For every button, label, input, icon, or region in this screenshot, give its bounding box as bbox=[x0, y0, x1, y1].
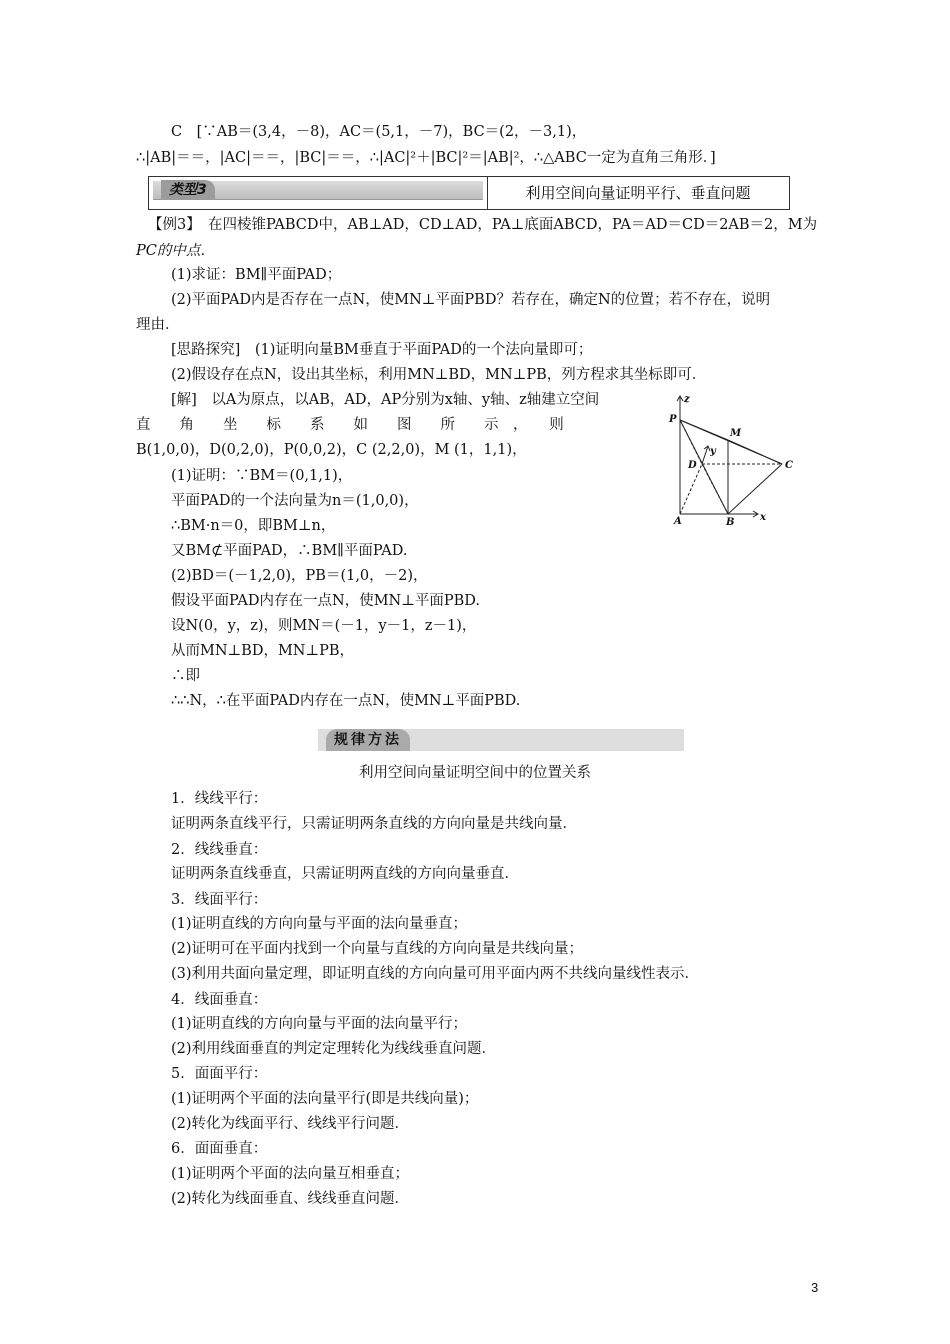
method-item: 证明两条直线垂直，只需证明两直线的方向向量垂直． bbox=[171, 866, 519, 882]
method-item: (2)转化为线面垂直、线线垂直问题． bbox=[171, 1191, 410, 1207]
method-item: 1．线线平行： bbox=[171, 791, 268, 807]
solution-line-12: ∴即 bbox=[171, 668, 200, 684]
solution-line-6: ∴BM·n＝0，即BM⊥n， bbox=[171, 518, 336, 534]
think-line-1: [思路探究] (1)证明向量BM垂直于平面PAD的一个法向量即可； bbox=[171, 342, 593, 358]
method-item: 2．线线垂直： bbox=[171, 842, 268, 858]
method-banner bbox=[318, 729, 684, 751]
question-2b: 理由． bbox=[136, 317, 180, 333]
type-tag-bar bbox=[153, 181, 483, 200]
solution-line-1: [解] 以A为原点，以AB，AD，AP分别为x轴、y轴、z轴建立空间 bbox=[171, 392, 600, 408]
method-item: 证明两条直线平行，只需证明两条直线的方向向量是共线向量． bbox=[171, 816, 577, 832]
answer-line-1: C [∵AB＝(3,4，－8)，AC＝(5,1，－7)，BC＝(2，－3,1)， bbox=[171, 124, 587, 140]
type-title: 利用空间向量证明平行、垂直问题 bbox=[525, 184, 751, 202]
question-2a: (2)平面PAD内是否存在一点N，使MN⊥平面PBD？若存在，确定N的位置；若不存在，说明 bbox=[171, 292, 771, 308]
method-banner-label: 规律方法 bbox=[326, 729, 410, 751]
method-item: (1)证明两个平面的法向量平行(即是共线向量)； bbox=[171, 1091, 479, 1107]
page-number: 3 bbox=[811, 1280, 819, 1295]
pyramid-figure bbox=[666, 392, 796, 537]
label-A: A bbox=[674, 516, 682, 527]
solution-line-13: ∴∴N，∴在平面PAD内存在一点N，使MN⊥平面PBD. bbox=[171, 693, 521, 709]
label-y: y bbox=[710, 446, 716, 457]
type-tag-label: 类型3 bbox=[161, 180, 215, 200]
label-D: D bbox=[688, 460, 697, 471]
method-item: (2)利用线面垂直的判定定理转化为线线垂直问题． bbox=[171, 1041, 497, 1057]
think-line-2: (2)假设存在点N，设出其坐标，利用MN⊥BD，MN⊥PB，列方程求其坐标即可． bbox=[171, 367, 707, 383]
solution-line-3: B(1,0,0)，D(0,2,0)，P(0,0,2)，C (2,2,0)，M (1，1,1)， bbox=[136, 442, 527, 458]
label-M: M bbox=[730, 428, 742, 439]
method-item: (2)转化为线面平行、线线平行问题． bbox=[171, 1116, 410, 1132]
method-item: 6．面面垂直： bbox=[171, 1141, 268, 1157]
example-line-1: 【例3】 在四棱锥PABCD中，AB⊥AD，CD⊥AD，PA⊥底面ABCD，PA＝AD＝CD＝2AB＝2，M为 bbox=[148, 217, 818, 233]
label-z: z bbox=[684, 394, 690, 405]
example-line-2: PC的中点． bbox=[136, 243, 215, 259]
method-item: (1)证明直线的方向向量与平面的法向量平行； bbox=[171, 1016, 468, 1032]
label-P: P bbox=[669, 414, 677, 425]
method-title: 利用空间向量证明空间中的位置关系 bbox=[359, 765, 591, 781]
method-item: (1)证明两个平面的法向量互相垂直； bbox=[171, 1166, 410, 1182]
answer-line-2: ∴|AB|＝＝，|AC|＝＝，|BC|＝＝，∴|AC|²＋|BC|²＝|AB|²，∴△ABC一定为直角三角形．] bbox=[136, 150, 716, 166]
solution-line-2: 直 角 坐 标 系 如 图 所 示 ， 则 bbox=[136, 417, 564, 433]
method-item: 3．线面平行： bbox=[171, 892, 268, 908]
method-item: (3)利用共面向量定理，即证明直线的方向向量可用平面内两不共线向量线性表示． bbox=[171, 966, 700, 982]
label-C: C bbox=[785, 460, 793, 471]
method-item: (1)证明直线的方向向量与平面的法向量垂直； bbox=[171, 916, 468, 932]
solution-line-10: 设N(0，y，z)，则MN＝(－1，y－1，z－1)， bbox=[171, 618, 477, 634]
type-header bbox=[148, 176, 790, 210]
label-x: x bbox=[760, 512, 766, 523]
method-item: 5．面面平行： bbox=[171, 1066, 268, 1082]
solution-line-5: 平面PAD的一个法向量为n＝(1,0,0)， bbox=[171, 493, 419, 509]
solution-line-11: 从而MN⊥BD，MN⊥PB， bbox=[171, 643, 355, 659]
solution-line-8: (2)BD＝(－1,2,0)，PB＝(1,0，－2)， bbox=[171, 568, 428, 584]
method-item: 4．线面垂直： bbox=[171, 992, 268, 1008]
solution-line-4: (1)证明：∵BM＝(0,1,1)， bbox=[171, 468, 353, 484]
solution-line-7: 又BM⊄平面PAD，∴BM∥平面PAD. bbox=[171, 543, 408, 559]
label-B: B bbox=[726, 517, 735, 528]
question-1: (1)求证：BM∥平面PAD； bbox=[171, 267, 342, 283]
solution-line-9: 假设平面PAD内存在一点N，使MN⊥平面PBD. bbox=[171, 593, 481, 609]
method-item: (2)证明可在平面内找到一个向量与直线的方向向量是共线向量； bbox=[171, 941, 584, 957]
